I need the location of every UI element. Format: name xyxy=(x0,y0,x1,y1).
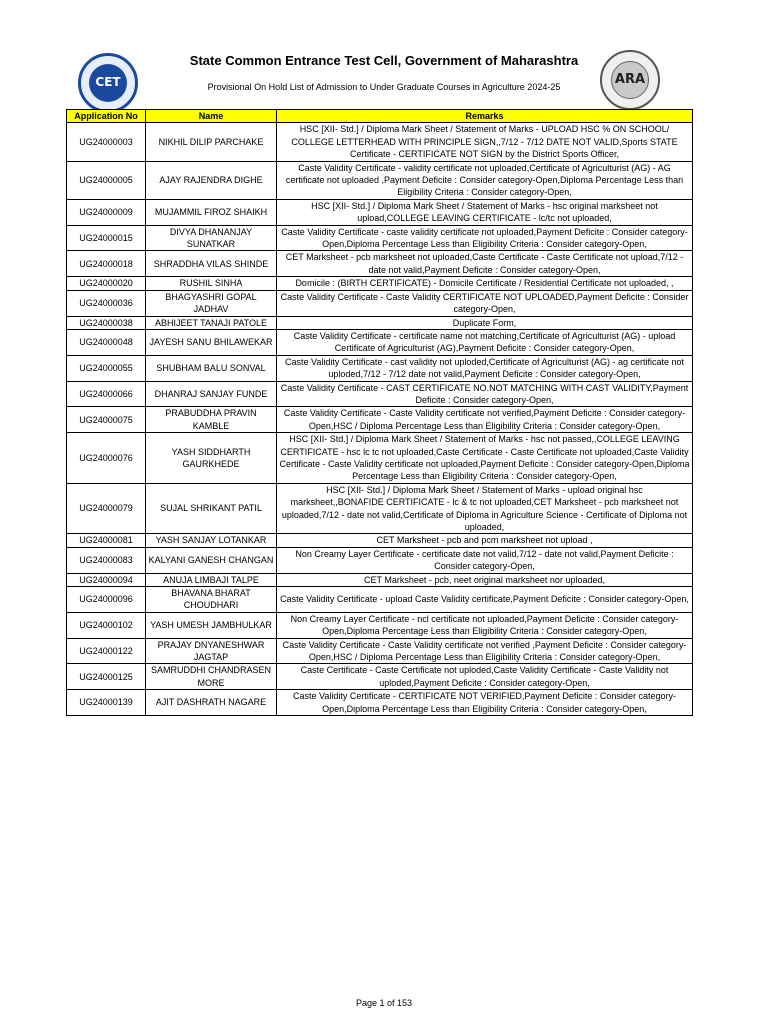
table-row xyxy=(67,587,693,613)
table-row xyxy=(67,638,693,664)
name-cell: SHRADDHA VILAS SHINDE xyxy=(146,251,277,277)
remarks-cell: CET Marksheet - pcb marksheet not uploaded,Caste Certificate - Caste Certificate not upload,7/12 - date not valid,Payment Deficite : Consider category-Open, xyxy=(277,251,693,277)
name-cell: SAMRUDDHI CHANDRASEN MORE xyxy=(146,664,277,690)
application-no-cell: UG24000081 xyxy=(67,534,146,547)
table-row xyxy=(67,161,693,199)
remarks-cell: HSC [XII- Std.] / Diploma Mark Sheet / Statement of Marks - upload original hsc marksheet,,BONAFIDE CERTIFICATE - lc & tc not uploaded,CET Marksheet - pcb marksheet not uploaded,7/12 - date not valid,Certificate of Diploma in Agriculture Science - Certificate of Diploma not uploaded, xyxy=(277,483,693,534)
remarks-cell: Caste Validity Certificate - upload Caste Validity certificate,Payment Deficite : Consider category-Open, xyxy=(277,587,693,613)
application-no-cell: UG24000020 xyxy=(67,277,146,290)
ara-logo-emblem xyxy=(611,61,649,99)
remarks-cell: Non Creamy Layer Certificate - ncl certificate not uploaded,Payment Deficite : Consider category-Open,Diploma Percentage Less than Eligibility Criteria : Consider category-Open, xyxy=(277,612,693,638)
application-no-cell: UG24000076 xyxy=(67,433,146,484)
name-cell: DHANRAJ SANJAY FUNDE xyxy=(146,381,277,407)
table-row xyxy=(67,316,693,329)
remarks-cell: Caste Validity Certificate - Caste Validity CERTIFICATE NOT UPLOADED,Payment Deficite : Consider category-Open, xyxy=(277,290,693,316)
table-header-row xyxy=(67,110,693,123)
remarks-cell: Caste Validity Certificate - Caste Validity certificate not verified,Payment Deficite : Consider category-Open,HSC / Diploma Percentage Less than Eligibility Criteria : Consider category-Open, xyxy=(277,407,693,433)
application-no-cell: UG24000009 xyxy=(67,199,146,225)
table-row xyxy=(67,483,693,534)
document-subtitle: Provisional On Hold List of Admission to Under Graduate Courses in Agriculture 2024-25 xyxy=(207,82,561,92)
application-no-cell: UG24000075 xyxy=(67,407,146,433)
application-no-cell: UG24000015 xyxy=(67,225,146,251)
table-row xyxy=(67,612,693,638)
application-no-cell: UG24000079 xyxy=(67,483,146,534)
name-cell: MUJAMMIL FIROZ SHAIKH xyxy=(146,199,277,225)
table-row xyxy=(67,407,693,433)
name-cell: AJAY RAJENDRA DIGHE xyxy=(146,161,277,199)
name-cell: ANUJA LIMBAJI TALPE xyxy=(146,573,277,586)
table-row xyxy=(67,329,693,355)
application-no-cell: UG24000055 xyxy=(67,355,146,381)
table-row xyxy=(67,355,693,381)
remarks-cell: Caste Validity Certificate - cast validity not uploded,Certificate of Agriculturist (AG) - ag certificate not uploded,7/12 - 7/12 date not valid,Payment Deficite : Consider category-Open, xyxy=(277,355,693,381)
application-no-cell: UG24000139 xyxy=(67,690,146,716)
ara-logo xyxy=(600,50,660,110)
table-row xyxy=(67,690,693,716)
column-header-remarks: Remarks xyxy=(277,110,693,123)
application-no-cell: UG24000122 xyxy=(67,638,146,664)
application-no-cell: UG24000083 xyxy=(67,547,146,573)
table-row xyxy=(67,199,693,225)
remarks-cell: Caste Validity Certificate - validity certificate not uploaded,Certificate of Agriculturist (AG) - AG certificate not uploaded ,Payment Deficite : Consider category-Open,Diploma Percentage Less than Eligibility Criteria : Consider category-Open, xyxy=(277,161,693,199)
application-no-cell: UG24000003 xyxy=(67,123,146,161)
remarks-cell: Non Creamy Layer Certificate - certificate date not valid,7/12 - date not valid,Payment Deficite : Consider category-Open, xyxy=(277,547,693,573)
application-no-cell: UG24000096 xyxy=(67,587,146,613)
remarks-cell: Caste Validity Certificate - CERTIFICATE NOT VERIFIED,Payment Deficite : Consider category-Open,Diploma Percentage Less than Eligibility Criteria : Consider category-Open, xyxy=(277,690,693,716)
remarks-cell: Caste Validity Certificate - Caste Validity certificate not verified ,Payment Deficite : Consider category-Open,HSC / Diploma Percentage Less than Eligibility Criteria : Consider category-Open, xyxy=(277,638,693,664)
document-title: State Common Entrance Test Cell, Government of Maharashtra xyxy=(189,53,579,68)
application-no-cell: UG24000048 xyxy=(67,329,146,355)
name-cell: SUJAL SHRIKANT PATIL xyxy=(146,483,277,534)
table-row xyxy=(67,225,693,251)
ara-logo-text: ARA xyxy=(614,72,646,87)
name-cell: SHUBHAM BALU SONVAL xyxy=(146,355,277,381)
name-cell: BHAGYASHRI GOPAL JADHAV xyxy=(146,290,277,316)
table-row xyxy=(67,381,693,407)
application-no-cell: UG24000005 xyxy=(67,161,146,199)
table-row xyxy=(67,433,693,484)
name-cell: NIKHIL DILIP PARCHAKE xyxy=(146,123,277,161)
name-cell: KALYANI GANESH CHANGAN xyxy=(146,547,277,573)
name-cell: BHAVANA BHARAT CHOUDHARI xyxy=(146,587,277,613)
on-hold-list-table xyxy=(66,109,693,716)
remarks-cell: Caste Validity Certificate - CAST CERTIFICATE NO.NOT MATCHING WITH CAST VALIDITY,Payment Deficite : Consider category-Open, xyxy=(277,381,693,407)
remarks-cell: Caste Certificate - Caste Certificate not uploded,Caste Validity Certificate - Caste Validity not uploded,Payment Deficite : Consider category-Open, xyxy=(277,664,693,690)
remarks-cell: Domicile : (BIRTH CERTIFICATE) - Domicile Certificate / Residential Certificate not uploaded, , xyxy=(277,277,693,290)
table-row xyxy=(67,534,693,547)
name-cell: YASH UMESH JAMBHULKAR xyxy=(146,612,277,638)
table-row xyxy=(67,664,693,690)
page-number: Page 1 of 153 xyxy=(355,998,413,1008)
application-no-cell: UG24000038 xyxy=(67,316,146,329)
name-cell: YASH SIDDHARTH GAURKHEDE xyxy=(146,433,277,484)
table-row xyxy=(67,547,693,573)
remarks-cell: HSC [XII- Std.] / Diploma Mark Sheet / Statement of Marks - hsc not passed,,COLLEGE LEAVING CERTIFICATE - hsc lc tc not uploaded,Caste Certificate - Caste Certificate not uploaded,Caste Validity Certificate - Caste Validity certificate not uploaded,Payment Deficite : Consider category-Open,Diploma Percentage Less than Eligibility Criteria : Consider category-Open, xyxy=(277,433,693,484)
name-cell: PRABUDDHA PRAVIN KAMBLE xyxy=(146,407,277,433)
remarks-cell: CET Marksheet - pcb and pcm marksheet not upload , xyxy=(277,534,693,547)
remarks-cell: Duplicate Form, xyxy=(277,316,693,329)
table-row xyxy=(67,251,693,277)
document-header xyxy=(0,0,768,110)
name-cell: YASH SANJAY LOTANKAR xyxy=(146,534,277,547)
table-row xyxy=(67,277,693,290)
remarks-cell: Caste Validity Certificate - certificate name not matching,Certificate of Agriculturist (AG) - upload Certificate of Agriculturist (AG),Payment Deficite : Consider category-Open, xyxy=(277,329,693,355)
cet-logo-text: CET xyxy=(95,75,121,89)
name-cell: JAYESH SANU BHILAWEKAR xyxy=(146,329,277,355)
column-header-name: Name xyxy=(146,110,277,123)
remarks-cell: CET Marksheet - pcb, neet original marksheet nor uploaded, xyxy=(277,573,693,586)
table-row xyxy=(67,573,693,586)
column-header-application-no: Application No xyxy=(67,110,146,123)
application-no-cell: UG24000018 xyxy=(67,251,146,277)
table-row xyxy=(67,290,693,316)
table-row xyxy=(67,123,693,161)
name-cell: RUSHIL SINHA xyxy=(146,277,277,290)
name-cell: AJIT DASHRATH NAGARE xyxy=(146,690,277,716)
application-no-cell: UG24000094 xyxy=(67,573,146,586)
name-cell: DIVYA DHANANJAY SUNATKAR xyxy=(146,225,277,251)
application-no-cell: UG24000036 xyxy=(67,290,146,316)
application-no-cell: UG24000066 xyxy=(67,381,146,407)
remarks-cell: HSC [XII- Std.] / Diploma Mark Sheet / Statement of Marks - hsc original marksheet not upload,COLLEGE LEAVING CERTIFICATE - lc/tc not uploaded, xyxy=(277,199,693,225)
application-no-cell: UG24000125 xyxy=(67,664,146,690)
remarks-cell: Caste Validity Certificate - caste validity certificate not uploaded,Payment Deficite : Consider category-Open,Diploma Percentage Less than Eligibility Criteria : Consider category-Open, xyxy=(277,225,693,251)
remarks-cell: HSC [XII- Std.] / Diploma Mark Sheet / Statement of Marks - UPLOAD HSC % ON SCHOOL/ COLLEGE LETTERHEAD WITH PRINCIPLE SIGN,,7/12 - 7/12 DATE NOT VALID,Sports STATE Certificate - CERTIFICATE NOT SIGN by the District Sports Officer, xyxy=(277,123,693,161)
name-cell: ABHIJEET TANAJI PATOLE xyxy=(146,316,277,329)
application-no-cell: UG24000102 xyxy=(67,612,146,638)
name-cell: PRAJAY DNYANESHWAR JAGTAP xyxy=(146,638,277,664)
